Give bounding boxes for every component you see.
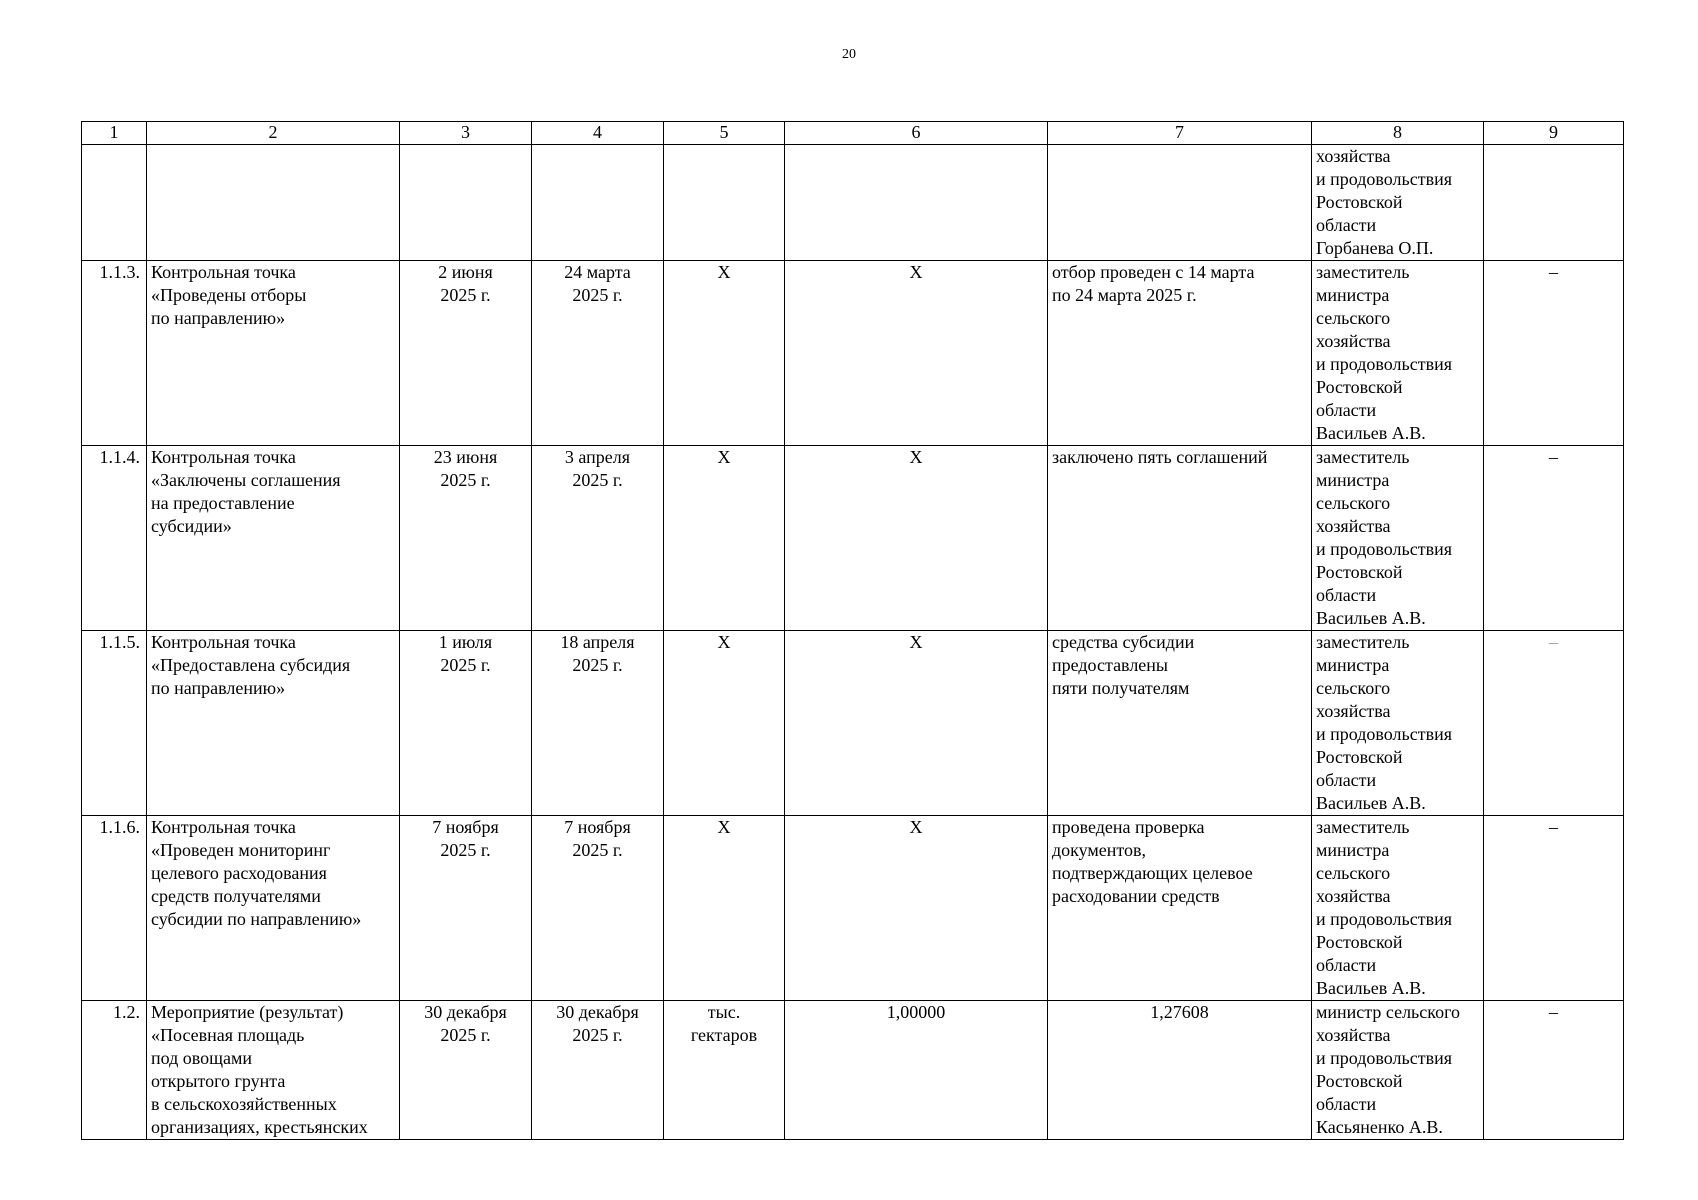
cell-fact-value: отбор проведен с 14 марта по 24 марта 2025 г. bbox=[1048, 261, 1312, 446]
table-row-1-2 bbox=[82, 1001, 1624, 1140]
cell-date-fact: 7 ноября 2025 г. bbox=[532, 816, 664, 1001]
cell-responsible: заместитель министра сельского хозяйства и продовольствия Ростовской области Васильев А.В. bbox=[1312, 261, 1484, 446]
column-header: 9 bbox=[1484, 122, 1624, 145]
cell-plan-value bbox=[785, 145, 1048, 261]
column-header: 8 bbox=[1312, 122, 1484, 145]
column-header: 3 bbox=[400, 122, 532, 145]
cell-number: 1.1.5. bbox=[82, 631, 147, 816]
cell-plan-value: X bbox=[785, 446, 1048, 631]
cell-name: Контрольная точка «Заключены соглашения на предоставление субсидии» bbox=[147, 446, 400, 631]
cell-name: Контрольная точка «Проведен мониторинг целевого расходования средств получателями субсидии по направлению» bbox=[147, 816, 400, 1001]
cell-date-plan: 23 июня 2025 г. bbox=[400, 446, 532, 631]
cell-fact-value: проведена проверка документов, подтверждающих целевое расходовании средств bbox=[1048, 816, 1312, 1001]
table-row-1-1-6 bbox=[82, 816, 1624, 1001]
column-header: 5 bbox=[664, 122, 785, 145]
cell-plan-value: X bbox=[785, 816, 1048, 1001]
cell-note: – bbox=[1484, 261, 1624, 446]
cell-number: 1.1.3. bbox=[82, 261, 147, 446]
cell-date-plan bbox=[400, 145, 532, 261]
cell-unit: тыс. гектаров bbox=[664, 1001, 785, 1140]
column-header: 4 bbox=[532, 122, 664, 145]
cell-date-fact: 3 апреля 2025 г. bbox=[532, 446, 664, 631]
cell-date-fact: 30 декабря 2025 г. bbox=[532, 1001, 664, 1140]
table-row-continuation bbox=[82, 145, 1624, 261]
cell-unit bbox=[664, 145, 785, 261]
table-row-1-1-5 bbox=[82, 631, 1624, 816]
cell-unit: X bbox=[664, 816, 785, 1001]
cell-number bbox=[82, 145, 147, 261]
cell-name: Контрольная точка «Предоставлена субсидия по направлению» bbox=[147, 631, 400, 816]
cell-responsible: заместитель министра сельского хозяйства и продовольствия Ростовской области Васильев А.В. bbox=[1312, 446, 1484, 631]
cell-note: – bbox=[1484, 816, 1624, 1001]
cell-number: 1.1.6. bbox=[82, 816, 147, 1001]
cell-unit: X bbox=[664, 631, 785, 816]
cell-date-plan: 2 июня 2025 г. bbox=[400, 261, 532, 446]
cell-responsible: заместитель министра сельского хозяйства и продовольствия Ростовской области Васильев А.В. bbox=[1312, 816, 1484, 1001]
cell-note: – bbox=[1484, 631, 1624, 816]
cell-name: Контрольная точка «Проведены отборы по направлению» bbox=[147, 261, 400, 446]
cell-unit: X bbox=[664, 446, 785, 631]
cell-number: 1.2. bbox=[82, 1001, 147, 1140]
cell-date-fact bbox=[532, 145, 664, 261]
column-header: 7 bbox=[1048, 122, 1312, 145]
cell-date-plan: 7 ноября 2025 г. bbox=[400, 816, 532, 1001]
cell-date-fact: 18 апреля 2025 г. bbox=[532, 631, 664, 816]
cell-note: – bbox=[1484, 1001, 1624, 1140]
cell-plan-value: X bbox=[785, 261, 1048, 446]
cell-plan-value: X bbox=[785, 631, 1048, 816]
cell-fact-value: 1,27608 bbox=[1048, 1001, 1312, 1140]
table-row-1-1-4 bbox=[82, 446, 1624, 631]
cell-date-plan: 1 июля 2025 г. bbox=[400, 631, 532, 816]
cell-note: – bbox=[1484, 446, 1624, 631]
cell-fact-value bbox=[1048, 145, 1312, 261]
cell-responsible: хозяйства и продовольствия Ростовской области Горбанева О.П. bbox=[1312, 145, 1484, 261]
cell-note bbox=[1484, 145, 1624, 261]
table-row-1-1-3 bbox=[82, 261, 1624, 446]
cell-name bbox=[147, 145, 400, 261]
column-header: 1 bbox=[82, 122, 147, 145]
report-table bbox=[81, 121, 1624, 1140]
cell-responsible: министр сельского хозяйства и продовольствия Ростовской области Касьяненко А.В. bbox=[1312, 1001, 1484, 1140]
cell-date-plan: 30 декабря 2025 г. bbox=[400, 1001, 532, 1140]
cell-fact-value: средства субсидии предоставлены пяти получателям bbox=[1048, 631, 1312, 816]
cell-date-fact: 24 марта 2025 г. bbox=[532, 261, 664, 446]
table-header-row bbox=[82, 122, 1624, 145]
cell-unit: X bbox=[664, 261, 785, 446]
cell-plan-value: 1,00000 bbox=[785, 1001, 1048, 1140]
cell-fact-value: заключено пять соглашений bbox=[1048, 446, 1312, 631]
cell-number: 1.1.4. bbox=[82, 446, 147, 631]
column-header: 2 bbox=[147, 122, 400, 145]
cell-name: Мероприятие (результат) «Посевная площадь под овощами открытого грунта в сельскохозяйственных организациях, крестьянских bbox=[147, 1001, 400, 1140]
column-header: 6 bbox=[785, 122, 1048, 145]
cell-responsible: заместитель министра сельского хозяйства и продовольствия Ростовской области Васильев А.В. bbox=[1312, 631, 1484, 816]
page-number: 20 bbox=[842, 47, 856, 62]
